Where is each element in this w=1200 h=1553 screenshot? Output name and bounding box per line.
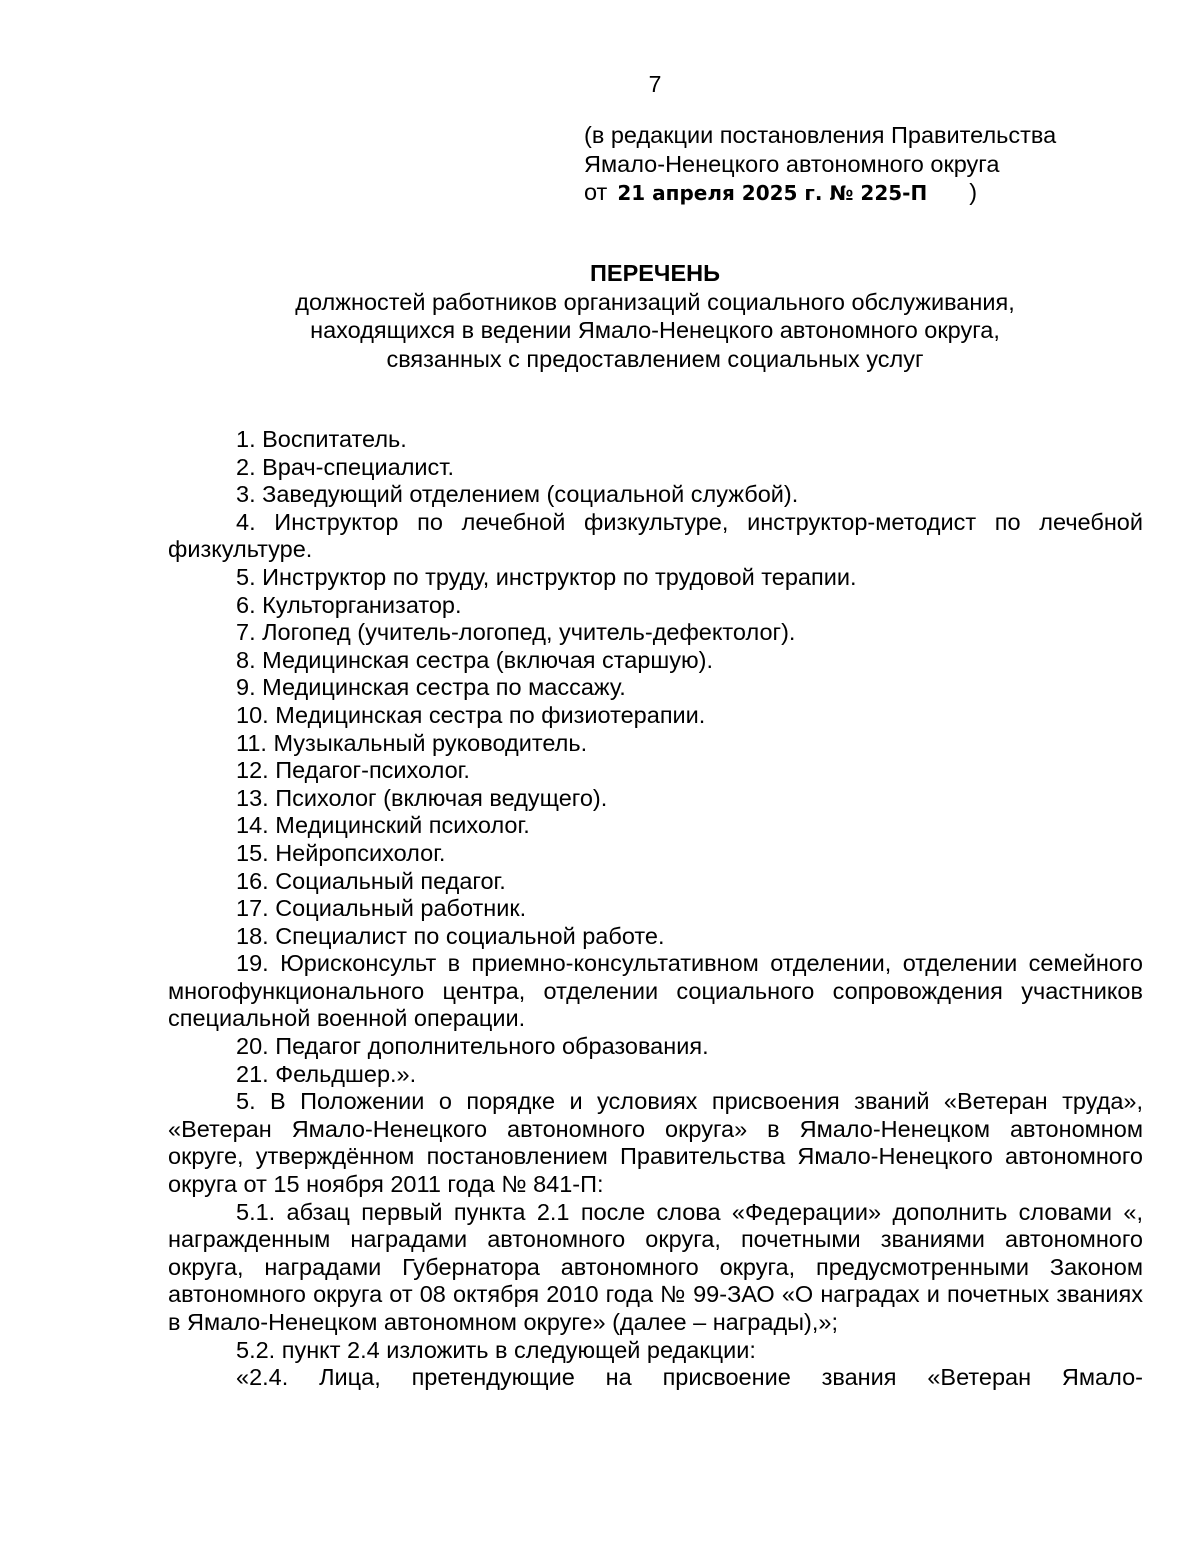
list-item: 4. Инструктор по лечебной физкультуре, инструктор-методист по лечебной физкультуре.	[168, 508, 1143, 563]
edition-note	[584, 121, 1056, 208]
heading-line-2: находящихся в ведении Ямало-Ненецкого автономного округа,	[310, 317, 1000, 343]
list-item: 9. Медицинская сестра по массажу.	[236, 674, 626, 701]
document-heading	[0, 259, 1200, 373]
list-item: 11. Музыкальный руководитель.	[236, 729, 588, 756]
edition-line-3	[584, 178, 1056, 208]
list-item: 21. Фельдшер.».	[236, 1060, 417, 1087]
list-item: 12. Педагог-психолог.	[236, 757, 470, 784]
paragraph: «2.4. Лица, претендующие на присвоение звания «Ветеран Ямало-	[236, 1364, 1143, 1391]
edition-ot: от	[584, 179, 608, 205]
edition-close: )	[969, 179, 978, 205]
list-item: 7. Логопед (учитель-логопед, учитель-дефектолог).	[236, 619, 796, 646]
edition-line-2: Ямало-Ненецкого автономного округа	[584, 150, 1000, 177]
document-body	[168, 426, 1143, 1392]
list-item: 6. Культорганизатор.	[236, 591, 462, 618]
document-title: ПЕРЕЧЕНЬ	[590, 260, 720, 286]
list-item: 3. Заведующий отделением (социальной службой).	[236, 481, 799, 508]
list-item: 13. Психолог (включая ведущего).	[236, 784, 608, 811]
list-item: 20. Педагог дополнительного образования.	[236, 1033, 709, 1060]
paragraph: 5.1. абзац первый пункта 2.1 после слова «Федерации» дополнить словами «, награжденным наградами автономного округа, почетными званиями автономного округа, наградами Губернатора автономного округа, предусмотренными Законом автономного округа от 08 октября 2010 года № 99-ЗАО «О наградах и почетных званиях в Ямало-Ненецком автономном округе» (далее – награды),»;	[168, 1198, 1143, 1335]
list-item: 15. Нейропсихолог.	[236, 839, 446, 866]
list-item: 10. Медицинская сестра по физиотерапии.	[236, 701, 706, 728]
heading-line-3: связанных с предоставлением социальных услуг	[386, 345, 924, 372]
heading-line-1: должностей работников организаций социального обслуживания,	[295, 288, 1015, 315]
edition-line-1: (в редакции постановления Правительства	[584, 122, 1057, 148]
list-item: 17. Социальный работник.	[236, 895, 527, 922]
list-item: 14. Медицинский психолог.	[236, 812, 530, 839]
list-item: 2. Врач-специалист.	[236, 453, 454, 480]
list-item: 18. Специалист по социальной работе.	[236, 922, 665, 949]
page-number: 7	[648, 71, 662, 97]
list-item: 19. Юрисконсульт в приемно-консультативном отделении, отделении семейного многофункционального центра, отделении социального сопровождения участников специальной военной операции.	[168, 950, 1143, 1032]
edition-date-number: 21 апреля 2025 г. № 225-П	[617, 181, 928, 205]
paragraph: 5.2. пункт 2.4 изложить в следующей редакции:	[236, 1336, 756, 1363]
list-item: 1. Воспитатель.	[236, 426, 407, 452]
paragraph: 5. В Положении о порядке и условиях присвоения званий «Ветеран труда», «Ветеран Ямало-Ненецкого автономного округа» в Ямало-Ненецком автономном округе, утверждённом постановлением Правительства Ямало-Ненецкого автономного округа от 15 ноября 2011 года № 841-П:	[168, 1088, 1143, 1198]
list-item: 16. Социальный педагог.	[236, 867, 506, 894]
list-item: 5. Инструктор по труду, инструктор по трудовой терапии.	[236, 563, 857, 590]
list-item: 8. Медицинская сестра (включая старшую).	[236, 646, 714, 673]
